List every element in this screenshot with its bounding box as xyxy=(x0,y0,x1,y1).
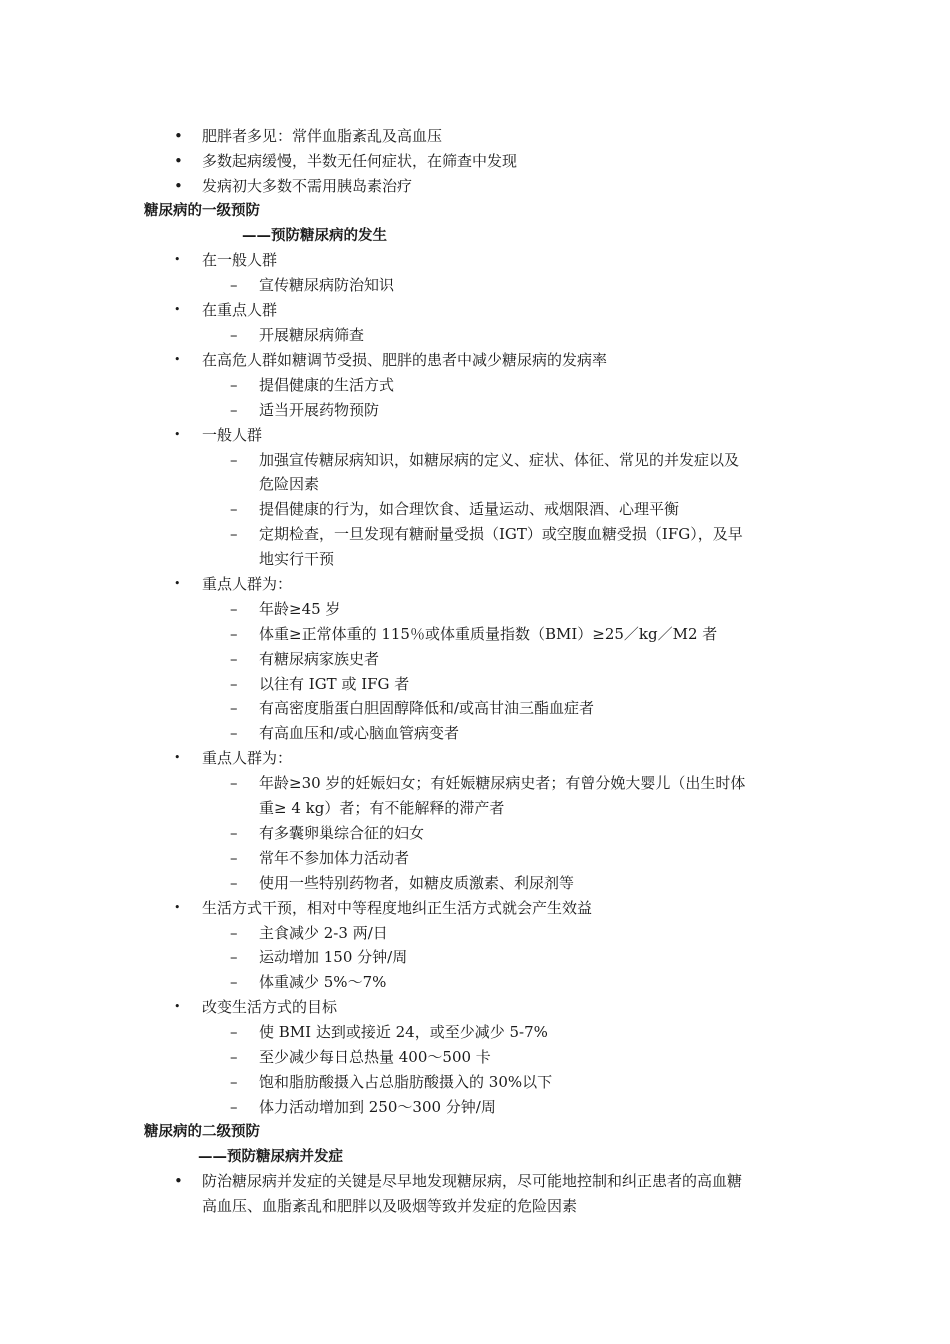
dash-item: – 有高密度脂蛋白胆固醇降低和/或高甘油三酯血症者 xyxy=(0,696,950,721)
dash-icon: – xyxy=(230,923,238,942)
bullet-item: • 重点人群为： xyxy=(0,746,950,771)
dash-icon: – xyxy=(230,823,238,842)
dash-item: – 使 BMI 达到或接近 24，或至少减少 5-7% xyxy=(0,1020,950,1045)
bullet-item: • 在高危人群如糖调节受损、肥胖的患者中减少糖尿病的发病率 xyxy=(0,348,950,373)
dash-item: – 有糖尿病家族史者 xyxy=(0,647,950,672)
bullet-icon: • xyxy=(174,1172,183,1191)
dash-item: – 年龄≥30 岁的妊娠妇女；有妊娠糖尿病史者；有曾分娩大婴儿（出生时体 xyxy=(0,771,950,796)
bullet-item-continuation: 高血压、血脂紊乱和肥胖以及吸烟等致并发症的危险因素 xyxy=(202,1197,578,1216)
bullet-icon: • xyxy=(174,427,181,441)
bullet-icon: • xyxy=(174,303,181,317)
document-content xyxy=(0,124,950,1219)
dash-icon: – xyxy=(230,1097,238,1116)
dash-item: – 使用一些特别药物者，如糖皮质激素、利尿剂等 xyxy=(0,871,950,896)
dash-item: – 提倡健康的生活方式 xyxy=(0,373,950,398)
dash-icon: – xyxy=(230,699,238,718)
dash-item-continuation: 重≥ 4 kg）者；有不能解释的滞产者 xyxy=(259,799,505,818)
dash-item: – 年龄≥45 岁 xyxy=(0,597,950,622)
dash-item-continuation: 危险因素 xyxy=(259,475,320,494)
dash-item: – 以往有 IGT 或 IFG 者 xyxy=(0,672,950,697)
section-heading: 糖尿病的二级预防 xyxy=(144,1123,260,1140)
dash-item-continuation: 地实行干预 xyxy=(259,550,335,569)
bullet-icon: • xyxy=(174,900,181,914)
dash-item: – 体力活动增加到 250～300 分钟/周 xyxy=(0,1095,950,1120)
dash-icon: – xyxy=(230,326,238,345)
dash-icon: – xyxy=(230,948,238,967)
dash-icon: – xyxy=(230,375,238,394)
bullet-icon: • xyxy=(174,577,181,591)
dash-icon: – xyxy=(230,450,238,469)
dash-item: – 体重减少 5%～7% xyxy=(0,970,950,995)
dash-icon: – xyxy=(230,1023,238,1042)
dash-icon: – xyxy=(230,1072,238,1091)
bullet-icon: • xyxy=(174,353,181,367)
dash-item: – 有多囊卵巢综合征的妇女 xyxy=(0,821,950,846)
dash-icon: – xyxy=(230,873,238,892)
dash-item: – 开展糖尿病筛查 xyxy=(0,323,950,348)
bullet-item: • 发病初大多数不需用胰岛素治疗 xyxy=(0,174,950,199)
bullet-item: • 改变生活方式的目标 xyxy=(0,995,950,1020)
dash-item: – 常年不参加体力活动者 xyxy=(0,846,950,871)
dash-item: – 饱和脂肪酸摄入占总脂肪酸摄入的 30%以下 xyxy=(0,1070,950,1095)
dash-icon: – xyxy=(230,599,238,618)
dash-icon: – xyxy=(230,649,238,668)
dash-item: – 加强宣传糖尿病知识，如糖尿病的定义、症状、体征、常见的并发症以及 xyxy=(0,448,950,473)
dash-icon: – xyxy=(230,624,238,643)
dash-icon: – xyxy=(230,774,238,793)
dash-icon: – xyxy=(230,973,238,992)
bullet-icon: • xyxy=(174,176,183,195)
dash-icon: – xyxy=(230,525,238,544)
dash-item: – 主食减少 2-3 两/日 xyxy=(0,921,950,946)
section-heading: 糖尿病的一级预防 xyxy=(144,202,260,219)
dash-icon: – xyxy=(230,1047,238,1066)
bullet-item: • 重点人群为： xyxy=(0,572,950,597)
dash-item: – 提倡健康的行为，如合理饮食、适量运动、戒烟限酒、心理平衡 xyxy=(0,497,950,522)
bullet-item: • 多数起病缓慢，半数无任何症状，在筛查中发现 xyxy=(0,149,950,174)
bullet-item: • 在重点人群 xyxy=(0,298,950,323)
dash-icon: – xyxy=(230,724,238,743)
bullet-item: • 一般人群 xyxy=(0,423,950,448)
section-subheading: ——预防糖尿病并发症 xyxy=(198,1148,343,1165)
bullet-icon: • xyxy=(174,751,181,765)
bullet-icon: • xyxy=(174,127,183,145)
bullet-item: • 防治糖尿病并发症的关键是尽早地发现糖尿病，尽可能地控制和纠正患者的高血糖 xyxy=(0,1169,950,1194)
bullet-icon: • xyxy=(174,253,181,267)
dash-item: – 体重≥正常体重的 115％或体重质量指数（BMI）≥25／kg／M2 者 xyxy=(0,622,950,647)
bullet-icon: • xyxy=(174,1000,181,1014)
dash-item: – 运动增加 150 分钟/周 xyxy=(0,945,950,970)
dash-icon: – xyxy=(230,500,238,519)
dash-icon: – xyxy=(230,848,238,867)
dash-icon: – xyxy=(230,400,238,419)
dash-icon: – xyxy=(230,674,238,693)
dash-item: – 定期检查，一旦发现有糖耐量受损（IGT）或空腹血糖受损（IFG），及早 xyxy=(0,522,950,547)
dash-icon: – xyxy=(230,276,238,295)
bullet-item: • 在一般人群 xyxy=(0,248,950,273)
bullet-item: • 肥胖者多见：常伴血脂紊乱及高血压 xyxy=(0,124,950,149)
bullet-item: • 生活方式干预，相对中等程度地纠正生活方式就会产生效益 xyxy=(0,896,950,921)
dash-item: – 宣传糖尿病防治知识 xyxy=(0,273,950,298)
dash-item: – 有高血压和/或心脑血管病变者 xyxy=(0,721,950,746)
section-subheading: ——预防糖尿病的发生 xyxy=(242,227,387,244)
dash-item: – 至少减少每日总热量 400～500 卡 xyxy=(0,1045,950,1070)
dash-item: – 适当开展药物预防 xyxy=(0,398,950,423)
bullet-icon: • xyxy=(174,151,183,170)
